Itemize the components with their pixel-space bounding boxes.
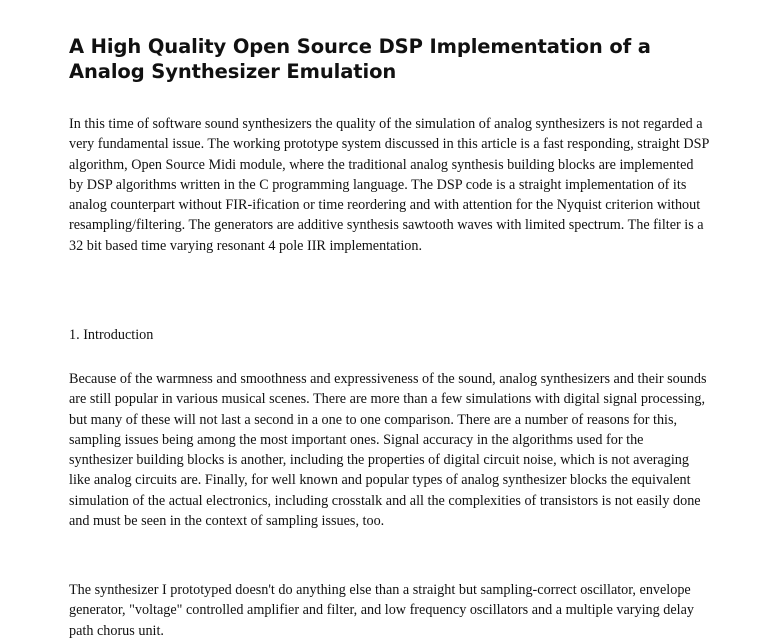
- introduction-paragraph-2: The synthesizer I prototyped doesn't do anything else than a straight but sampling-correct oscillator, envelope generator, "voltage" controlled amplifier and filter, and low frequency oscillators and a multiple varying delay path chorus unit.: [69, 582, 695, 638]
- introduction-paragraph-1: Because of the warmness and smoothness and expressiveness of the sound, analog synthesizers and their sounds are still popular in various musical scenes. There are more than a few simulations with digital signal processing, but many of these will not last a second in a one to one comparison. There are a number of reasons for this, sampling issues being among the most important ones. Signal accuracy in the algorithms used for the synthesizer building blocks is another, including the properties of digital circuit noise, which is not averaging like analog circuits are. Finally, for well known and popular types of analog synthesizer blocks the equivalent simulation of the actual electronics, including crosstalk and all the complexities of transistors is not easily done and must be seen in the context of sampling issues, too.: [69, 371, 707, 530]
- paper-title: A High Quality Open Source DSP Implementation of a Analog Synthesizer Emulation: [69, 35, 651, 83]
- abstract-paragraph: In this time of software sound synthesizers the quality of the simulation of analog synthesizers is not regarded a very fundamental issue. The working prototype system discussed in this article is a fast responding, straight DSP algorithm, Open Source Midi module, where the traditional analog synthesis building blocks are implemented by DSP algorithms written in the C programming language. The DSP code is a straight implementation of its analog counterpart without FIR-ification or time reordering and with attention for the Nyquist criterion without resampling/filtering. The generators are additive synthesis sawtooth waves with limited spectrum. The filter is a 32 bit based time varying resonant 4 pole IIR implementation.: [69, 116, 709, 254]
- section-heading-introduction: 1. Introduction: [69, 327, 154, 343]
